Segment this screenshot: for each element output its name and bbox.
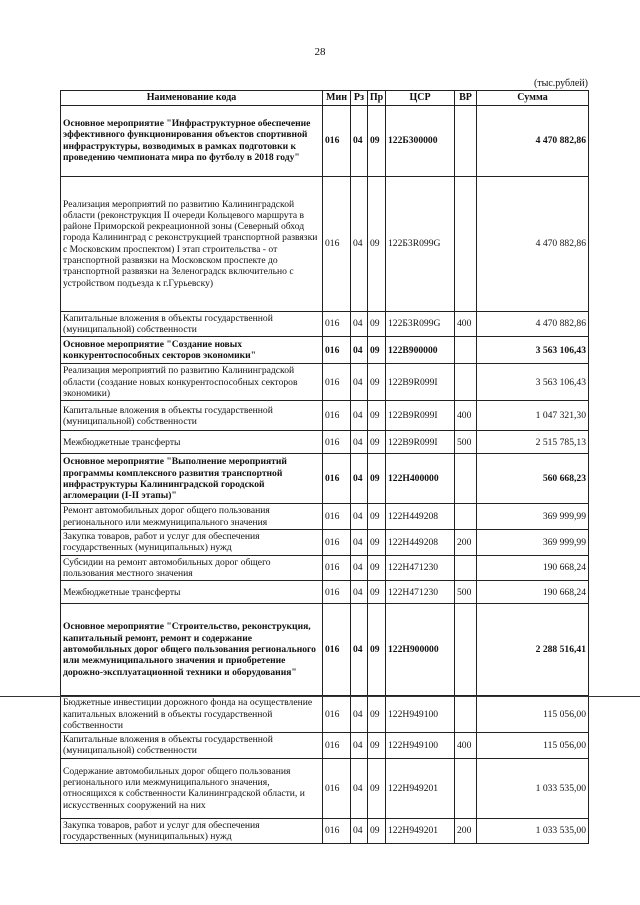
cell-rz: 04 bbox=[351, 529, 368, 555]
cell-rz: 04 bbox=[351, 311, 368, 337]
cell-name: Капитальные вложения в объекты государственной (муниципальной) собственности bbox=[61, 401, 323, 431]
table-row bbox=[61, 504, 589, 530]
cell-rz: 04 bbox=[351, 758, 368, 818]
cell-rz: 04 bbox=[351, 337, 368, 364]
cell-rz: 04 bbox=[351, 431, 368, 454]
cell-sum: 115 056,00 bbox=[477, 733, 589, 759]
cell-pr: 09 bbox=[368, 401, 386, 431]
cell-csr: 122В9R099I bbox=[386, 431, 455, 454]
cell-vr bbox=[455, 604, 477, 696]
cell-rz: 04 bbox=[351, 604, 368, 696]
cell-sum: 3 563 106,43 bbox=[477, 364, 589, 401]
cell-sum: 2 288 516,41 bbox=[477, 604, 589, 696]
cell-vr bbox=[455, 555, 477, 581]
table-row bbox=[61, 431, 589, 454]
cell-csr: 122В9R099I bbox=[386, 401, 455, 431]
table-row bbox=[61, 529, 589, 555]
header-rz: Рз bbox=[351, 91, 368, 106]
cell-rz: 04 bbox=[351, 105, 368, 176]
cell-pr: 09 bbox=[368, 176, 386, 311]
cell-min: 016 bbox=[323, 529, 351, 555]
cell-csr: 122Б3R099G bbox=[386, 176, 455, 311]
cell-sum: 1 033 535,00 bbox=[477, 758, 589, 818]
budget-table bbox=[60, 90, 589, 844]
cell-vr bbox=[455, 364, 477, 401]
cell-sum: 3 563 106,43 bbox=[477, 337, 589, 364]
cell-min: 016 bbox=[323, 454, 351, 504]
cell-csr: 122Н900000 bbox=[386, 604, 455, 696]
cell-pr: 09 bbox=[368, 364, 386, 401]
cell-min: 016 bbox=[323, 818, 351, 844]
cell-rz: 04 bbox=[351, 504, 368, 530]
cell-sum: 369 999,99 bbox=[477, 529, 589, 555]
cell-vr bbox=[455, 176, 477, 311]
cell-vr bbox=[455, 504, 477, 530]
cell-vr: 200 bbox=[455, 529, 477, 555]
cell-min: 016 bbox=[323, 696, 351, 733]
cell-name: Основное мероприятие "Выполнение мероприятий программы комплексного развития транспортной инфраструктуры Калининградской городской агломерации (I-II этапы)" bbox=[61, 454, 323, 504]
table-row bbox=[61, 581, 589, 604]
horizontal-rule bbox=[0, 696, 640, 697]
header-sum: Сумма bbox=[477, 91, 589, 106]
cell-vr: 500 bbox=[455, 431, 477, 454]
table-row bbox=[61, 105, 589, 176]
cell-pr: 09 bbox=[368, 431, 386, 454]
cell-rz: 04 bbox=[351, 733, 368, 759]
cell-pr: 09 bbox=[368, 581, 386, 604]
cell-csr: 122Н471230 bbox=[386, 555, 455, 581]
cell-min: 016 bbox=[323, 504, 351, 530]
cell-min: 016 bbox=[323, 311, 351, 337]
cell-sum: 4 470 882,86 bbox=[477, 176, 589, 311]
cell-rz: 04 bbox=[351, 176, 368, 311]
header-csr: ЦСР bbox=[386, 91, 455, 106]
cell-min: 016 bbox=[323, 401, 351, 431]
cell-csr: 122Н449208 bbox=[386, 529, 455, 555]
cell-min: 016 bbox=[323, 105, 351, 176]
table-row bbox=[61, 733, 589, 759]
header-vr: ВР bbox=[455, 91, 477, 106]
cell-sum: 369 999,99 bbox=[477, 504, 589, 530]
cell-name: Субсидии на ремонт автомобильных дорог общего пользования местного значения bbox=[61, 555, 323, 581]
cell-pr: 09 bbox=[368, 105, 386, 176]
cell-vr bbox=[455, 337, 477, 364]
cell-name: Реализация мероприятий по развитию Калининградской области (создание новых конкурентоспособных секторов экономики) bbox=[61, 364, 323, 401]
table-row bbox=[61, 364, 589, 401]
cell-name: Основное мероприятие "Инфраструктурное обеспечение эффективного функционирования объектов спортивной инфраструктуры, возводимых в рамках подготовки к проведению чемпионата мира по футболу в 2018 году" bbox=[61, 105, 323, 176]
table-row bbox=[61, 176, 589, 311]
cell-rz: 04 bbox=[351, 454, 368, 504]
table-row bbox=[61, 555, 589, 581]
cell-csr: 122Н949100 bbox=[386, 696, 455, 733]
cell-csr: 122Н949100 bbox=[386, 733, 455, 759]
cell-pr: 09 bbox=[368, 696, 386, 733]
page-number: 28 bbox=[314, 46, 326, 58]
cell-name: Капитальные вложения в объекты государственной (муниципальной) собственности bbox=[61, 311, 323, 337]
cell-name: Межбюджетные трансферты bbox=[61, 431, 323, 454]
cell-min: 016 bbox=[323, 733, 351, 759]
cell-pr: 09 bbox=[368, 758, 386, 818]
table-row bbox=[61, 604, 589, 696]
cell-csr: 122Н949201 bbox=[386, 818, 455, 844]
cell-vr: 200 bbox=[455, 818, 477, 844]
units-label: (тыс.рублей) bbox=[533, 78, 588, 89]
header-min: Мин bbox=[323, 91, 351, 106]
cell-min: 016 bbox=[323, 581, 351, 604]
cell-pr: 09 bbox=[368, 504, 386, 530]
cell-name: Ремонт автомобильных дорог общего пользования регионального или межмуниципального значения bbox=[61, 504, 323, 530]
cell-name: Основное мероприятие "Строительство, реконструкция, капитальный ремонт, ремонт и содержание автомобильных дорог общего пользования регионального или межмуниципального значения и приобретение дорожно-эксплуатационной техники и оборудования" bbox=[61, 604, 323, 696]
cell-vr: 400 bbox=[455, 401, 477, 431]
cell-rz: 04 bbox=[351, 818, 368, 844]
cell-rz: 04 bbox=[351, 696, 368, 733]
cell-sum: 560 668,23 bbox=[477, 454, 589, 504]
header-pr: Пр bbox=[368, 91, 386, 106]
cell-sum: 1 033 535,00 bbox=[477, 818, 589, 844]
cell-name: Закупка товаров, работ и услуг для обеспечения государственных (муниципальных) нужд bbox=[61, 529, 323, 555]
cell-csr: 122Н471230 bbox=[386, 581, 455, 604]
cell-sum: 190 668,24 bbox=[477, 555, 589, 581]
cell-min: 016 bbox=[323, 337, 351, 364]
cell-vr: 400 bbox=[455, 311, 477, 337]
cell-min: 016 bbox=[323, 431, 351, 454]
cell-vr bbox=[455, 758, 477, 818]
cell-min: 016 bbox=[323, 604, 351, 696]
cell-sum: 1 047 321,30 bbox=[477, 401, 589, 431]
cell-pr: 09 bbox=[368, 529, 386, 555]
header-name: Наименование кода bbox=[61, 91, 323, 106]
cell-pr: 09 bbox=[368, 454, 386, 504]
cell-sum: 115 056,00 bbox=[477, 696, 589, 733]
cell-pr: 09 bbox=[368, 311, 386, 337]
cell-min: 016 bbox=[323, 176, 351, 311]
cell-name: Реализация мероприятий по развитию Калининградской области (реконструкция II очереди Кольцевого маршрута в районе Приморской рекреационной зоны (Северный обход города Калининград с реконструкцией транспортной развязки с Московским проспектом) I этап строительства - от транспортной развязки на Московском проспекте до транспортной развязки на Зеленоградск включительно с устройством подъезда к г.Гурьевску) bbox=[61, 176, 323, 311]
cell-rz: 04 bbox=[351, 401, 368, 431]
cell-csr: 122В9R099I bbox=[386, 364, 455, 401]
cell-csr: 122Б300000 bbox=[386, 105, 455, 176]
cell-min: 016 bbox=[323, 555, 351, 581]
cell-name: Бюджетные инвестиции дорожного фонда на осуществление капитальных вложений в объекты государственной собственности bbox=[61, 696, 323, 733]
cell-pr: 09 bbox=[368, 733, 386, 759]
table-row bbox=[61, 401, 589, 431]
table-row bbox=[61, 337, 589, 364]
table-row bbox=[61, 696, 589, 733]
cell-csr: 122Н949201 bbox=[386, 758, 455, 818]
cell-sum: 4 470 882,86 bbox=[477, 105, 589, 176]
cell-sum: 4 470 882,86 bbox=[477, 311, 589, 337]
cell-pr: 09 bbox=[368, 337, 386, 364]
cell-pr: 09 bbox=[368, 555, 386, 581]
cell-min: 016 bbox=[323, 364, 351, 401]
cell-rz: 04 bbox=[351, 581, 368, 604]
cell-csr: 122Н449208 bbox=[386, 504, 455, 530]
table-row bbox=[61, 454, 589, 504]
table-row bbox=[61, 758, 589, 818]
table-row bbox=[61, 311, 589, 337]
cell-min: 016 bbox=[323, 758, 351, 818]
cell-csr: 122Н400000 bbox=[386, 454, 455, 504]
cell-name: Межбюджетные трансферты bbox=[61, 581, 323, 604]
cell-name: Основное мероприятие "Создание новых конкурентоспособных секторов экономики" bbox=[61, 337, 323, 364]
cell-vr bbox=[455, 696, 477, 733]
cell-name: Капитальные вложения в объекты государственной (муниципальной) собственности bbox=[61, 733, 323, 759]
cell-pr: 09 bbox=[368, 604, 386, 696]
cell-vr: 500 bbox=[455, 581, 477, 604]
cell-name: Содержание автомобильных дорог общего пользования регионального или межмуниципального значения, относящихся к собственности Калининградской области, и искусственных сооружений на них bbox=[61, 758, 323, 818]
cell-vr bbox=[455, 105, 477, 176]
table-header-row bbox=[61, 91, 589, 106]
cell-sum: 2 515 785,13 bbox=[477, 431, 589, 454]
cell-rz: 04 bbox=[351, 555, 368, 581]
cell-vr bbox=[455, 454, 477, 504]
cell-vr: 400 bbox=[455, 733, 477, 759]
cell-csr: 122В900000 bbox=[386, 337, 455, 364]
cell-sum: 190 668,24 bbox=[477, 581, 589, 604]
cell-name: Закупка товаров, работ и услуг для обеспечения государственных (муниципальных) нужд bbox=[61, 818, 323, 844]
table-row bbox=[61, 818, 589, 844]
cell-rz: 04 bbox=[351, 364, 368, 401]
cell-pr: 09 bbox=[368, 818, 386, 844]
cell-csr: 122Б3R099G bbox=[386, 311, 455, 337]
